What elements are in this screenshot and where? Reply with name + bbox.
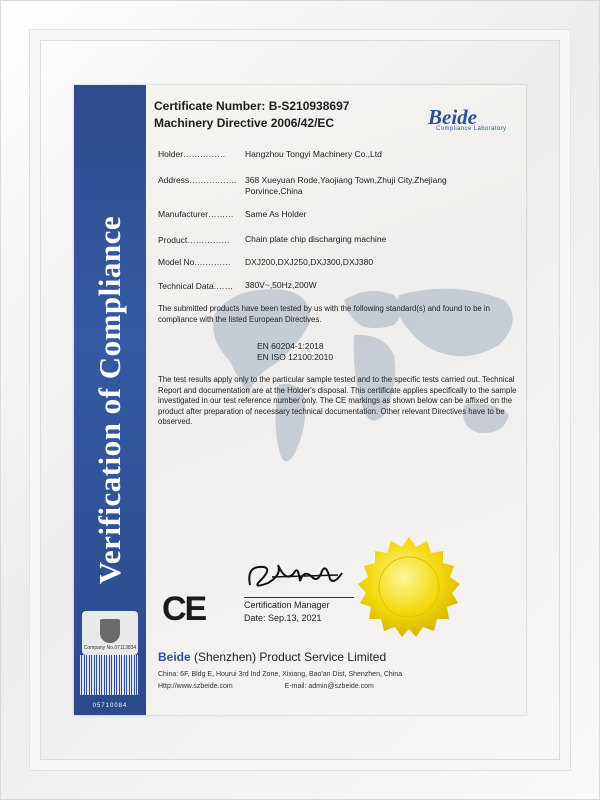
website-link[interactable]: Http://www.szbeide.com: [158, 683, 233, 690]
product-value: Chain plate chip discharging machine: [245, 234, 387, 244]
company-rest: (Shenzhen) Product Service Limited: [190, 650, 387, 664]
standard-2: EN ISO 12100:2010: [257, 352, 334, 362]
company-brand: Beide: [158, 650, 191, 664]
barcode: [80, 655, 138, 695]
signer-role: Certification Manager: [244, 600, 330, 610]
gold-seal-icon: [354, 535, 464, 645]
technical-label: Technical Data.……: [158, 281, 234, 291]
contact-line: [158, 683, 374, 690]
technical-value: 380V~,50Hz,200W: [245, 280, 317, 290]
brand-logo: Beide: [428, 105, 477, 129]
address-label: Address……………..: [158, 175, 237, 185]
certificate: [74, 85, 526, 715]
side-band: [74, 85, 146, 715]
standard-1: EN 60204-1:2018: [257, 341, 324, 351]
crest-label: Company No.07113834: [83, 645, 137, 651]
holder-label: Holder……………: [158, 149, 226, 159]
manufacturer-value: Same As Holder: [245, 209, 307, 219]
signature-icon: [242, 555, 352, 595]
serial-number: 05710084: [92, 703, 128, 709]
test-notes: The test results apply only to the particular sample tested and to the specific tests carried out. Technical Report and documentation are at the Holder's disposal. This certificate applies specifically to the sample investigated in our test reference number only. The CE markings as shown below can be affixed on the product after preparation of necessary technical documentation. Other relevant Directives have to be observed.: [158, 375, 517, 426]
certificate-number: Certificate Number: B-S210938697: [154, 99, 350, 113]
directive: Machinery Directive 2006/42/EC: [154, 116, 335, 130]
model-value: DXJ200,DXJ250,DXJ300,DXJ380: [245, 257, 374, 267]
side-title: Verification of Compliance: [92, 215, 127, 585]
signature-line: [244, 597, 354, 598]
company-name: [158, 650, 386, 664]
company-crest: [82, 611, 138, 655]
issue-date: Date: Sep.13, 2021: [244, 613, 322, 623]
manufacturer-label: Manufacturer………: [158, 209, 234, 219]
brand-subtitle: Compliance Laboratory: [436, 126, 507, 132]
company-address: China: 6F, Bldg E, Hourui 3rd Ind Zone, Xixiang, Bao'an Dist, Shenzhen, China: [158, 671, 403, 678]
model-label: Model No.…………: [158, 257, 231, 267]
email-link[interactable]: E-mail: admin@szbeide.com: [284, 683, 374, 690]
compliance-statement: The submitted products have been tested by us with the following standard(s) and found to be in compliance with the listed European Directives.: [158, 304, 491, 324]
address-value: 368 Xueyuan Rode,Yaojiang Town,Zhuji City,Zhejiang Porvince,China: [245, 175, 447, 196]
holder-value: Hangzhou Tongyi Machinery Co.,Ltd: [245, 149, 382, 159]
ce-mark: CE: [162, 590, 206, 628]
crest-shield-icon: [100, 619, 120, 643]
product-label: Product……………: [158, 235, 230, 245]
